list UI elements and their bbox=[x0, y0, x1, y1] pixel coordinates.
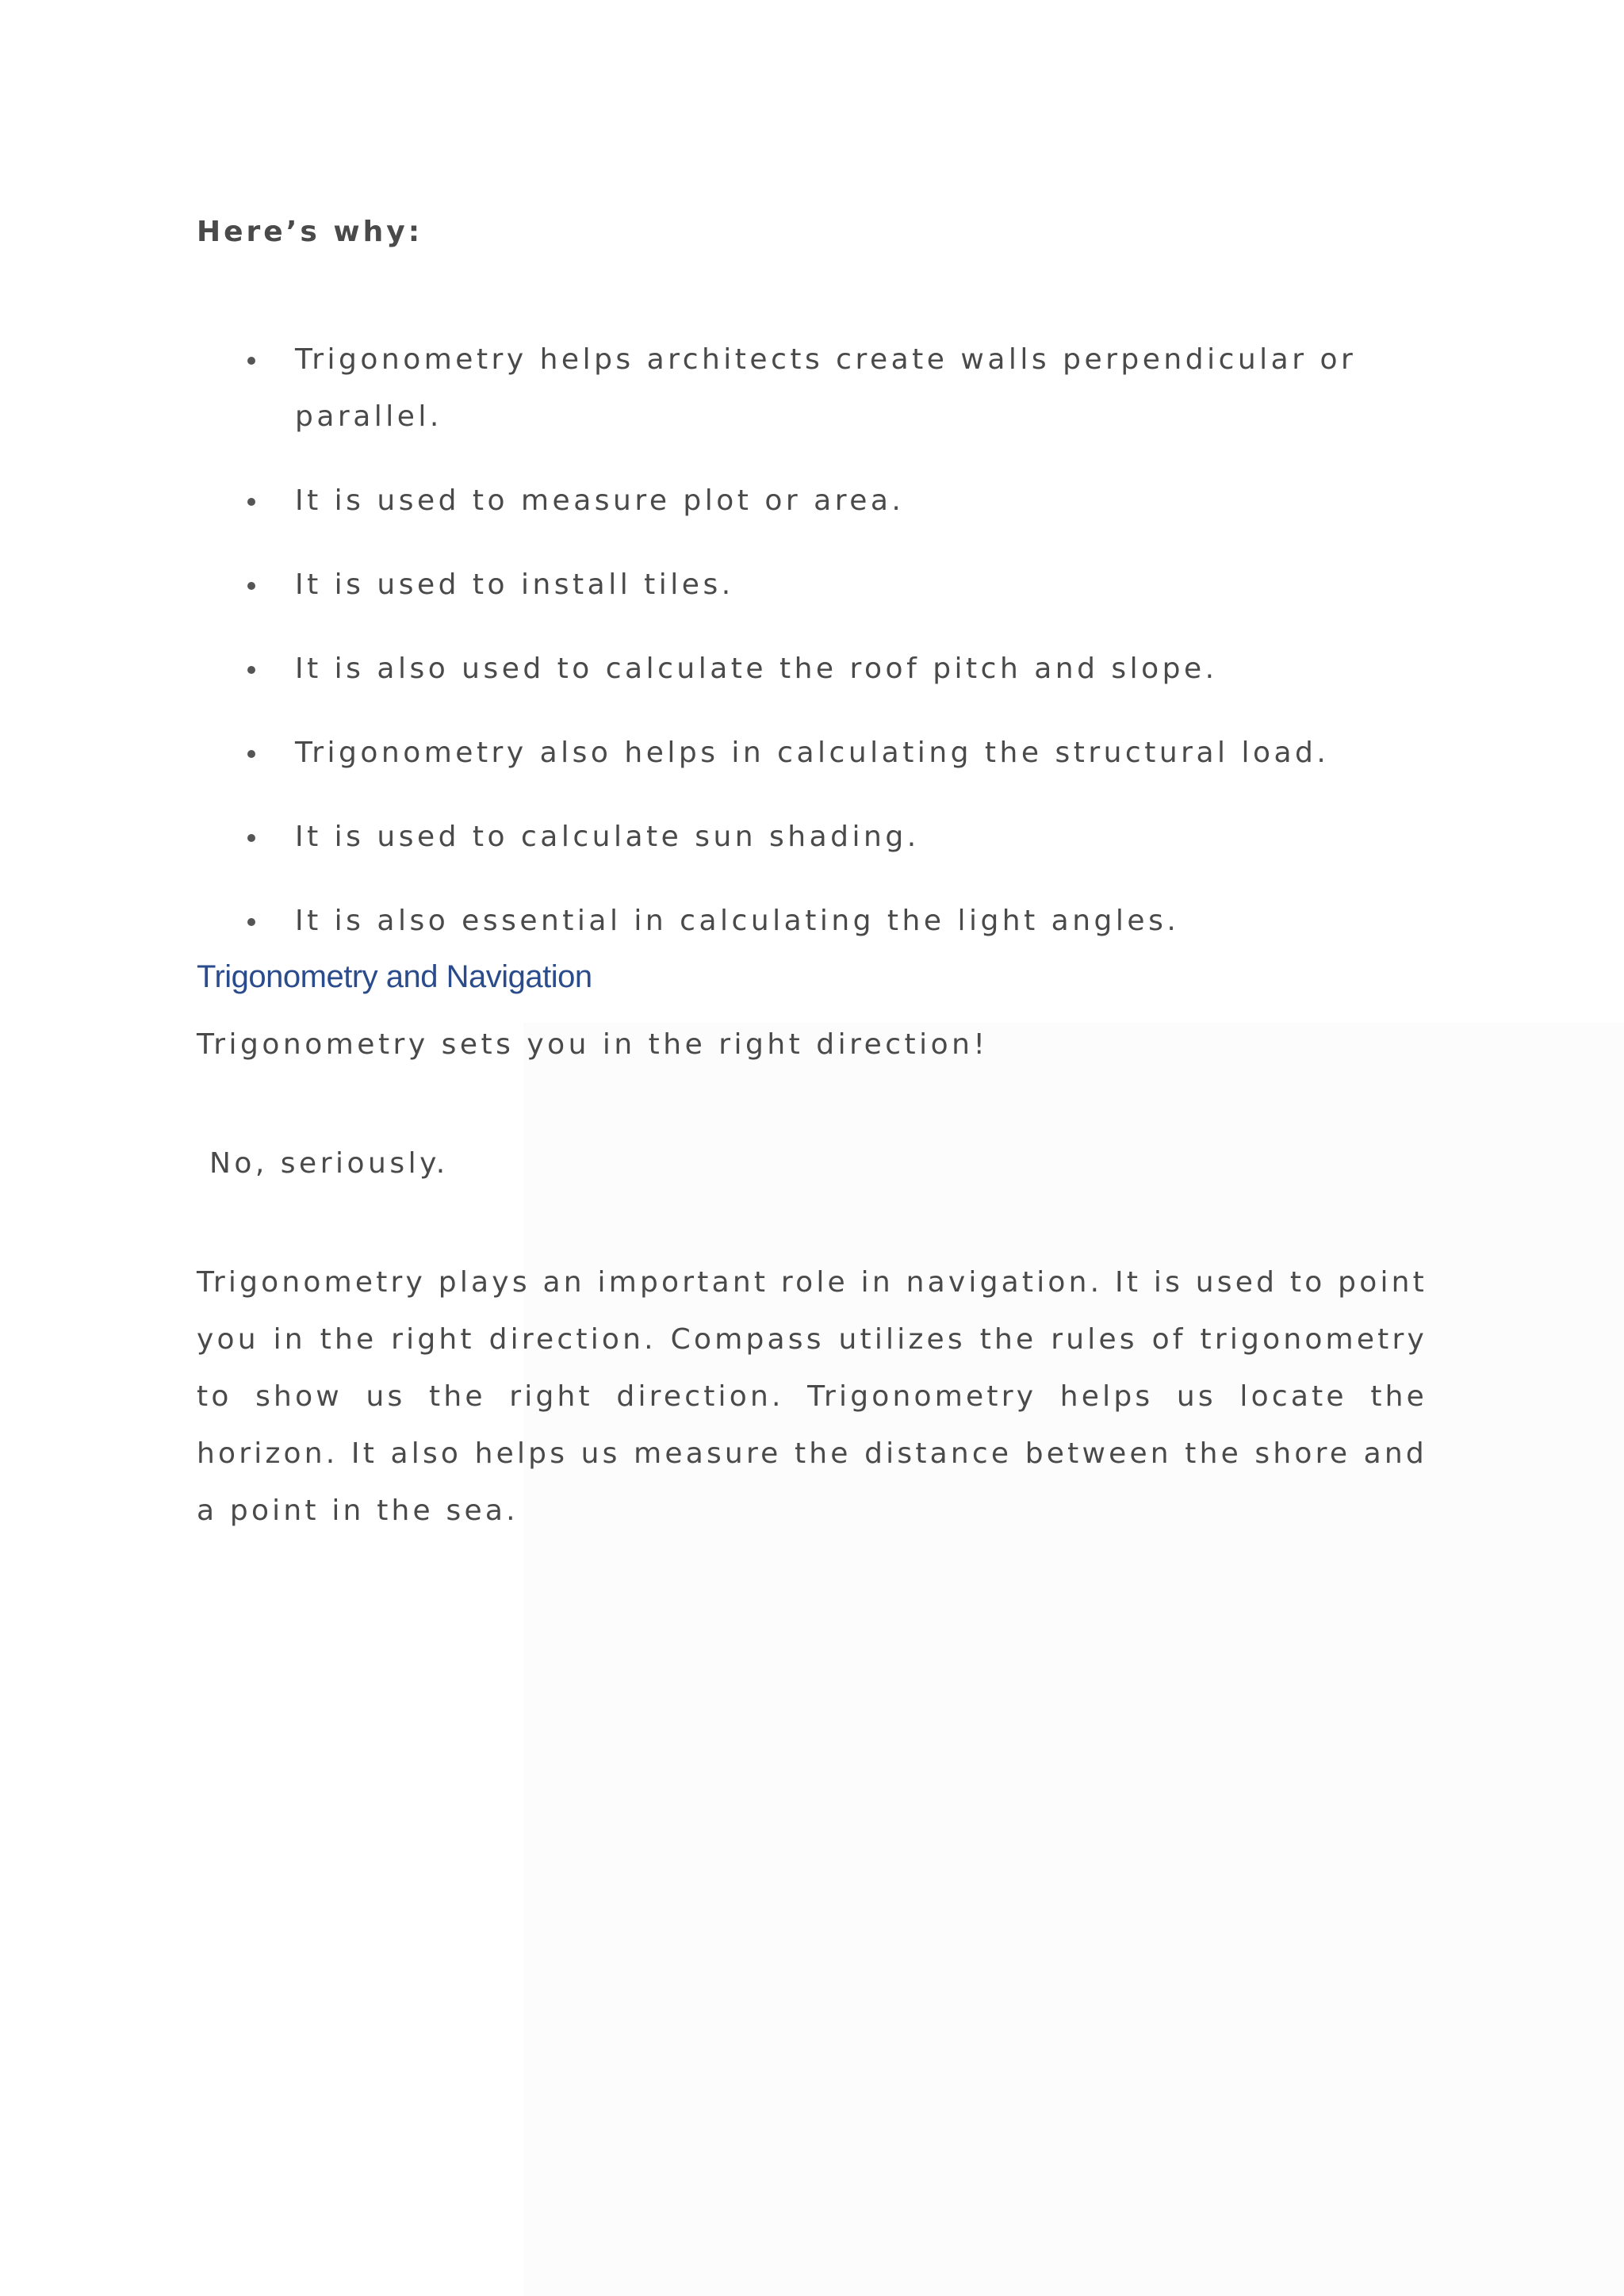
list-item-text: It is used to calculate sun shading. bbox=[295, 821, 920, 853]
bullet-icon bbox=[247, 582, 255, 590]
bullet-icon bbox=[247, 750, 255, 758]
section-heading: Trigonometry and Navigation bbox=[197, 959, 592, 994]
list-item-text: Trigonometry helps architects create walls perpendicular or parallel. bbox=[295, 343, 1357, 433]
page-shading bbox=[523, 1023, 1624, 2296]
list-item-text: Trigonometry also helps in calculating the structural load. bbox=[295, 737, 1330, 769]
list-item-text: It is also used to calculate the roof pitch and slope. bbox=[295, 652, 1218, 685]
aside-paragraph: No, seriously. bbox=[197, 1147, 449, 1180]
list-item bbox=[197, 641, 1427, 698]
list-item-text: It is used to install tiles. bbox=[295, 568, 734, 601]
bullet-icon bbox=[247, 834, 255, 842]
list-item bbox=[197, 473, 1427, 530]
reasons-list bbox=[197, 331, 1427, 977]
list-item bbox=[197, 809, 1427, 866]
list-item-text: It is used to measure plot or area. bbox=[295, 484, 905, 517]
list-item bbox=[197, 893, 1427, 950]
bullet-icon bbox=[247, 918, 255, 926]
bullet-icon bbox=[247, 666, 255, 674]
lead-heading: Here’s why: bbox=[197, 216, 423, 248]
list-item-text: It is also essential in calculating the light angles. bbox=[295, 905, 1180, 937]
bullet-icon bbox=[247, 357, 255, 365]
bullet-icon bbox=[247, 498, 255, 506]
list-item bbox=[197, 725, 1427, 782]
intro-paragraph: Trigonometry sets you in the right direction! bbox=[197, 1028, 989, 1061]
body-paragraph: Trigonometry plays an important role in navigation. It is used to point you in the right direction. Compass utilizes the rules of trigonometry to show us the right direction. Trigonometry helps us locate the horizon. It also helps us measure the distance between the shore and a point in the sea. bbox=[197, 1266, 1427, 1527]
list-item bbox=[197, 331, 1427, 446]
list-item bbox=[197, 557, 1427, 614]
